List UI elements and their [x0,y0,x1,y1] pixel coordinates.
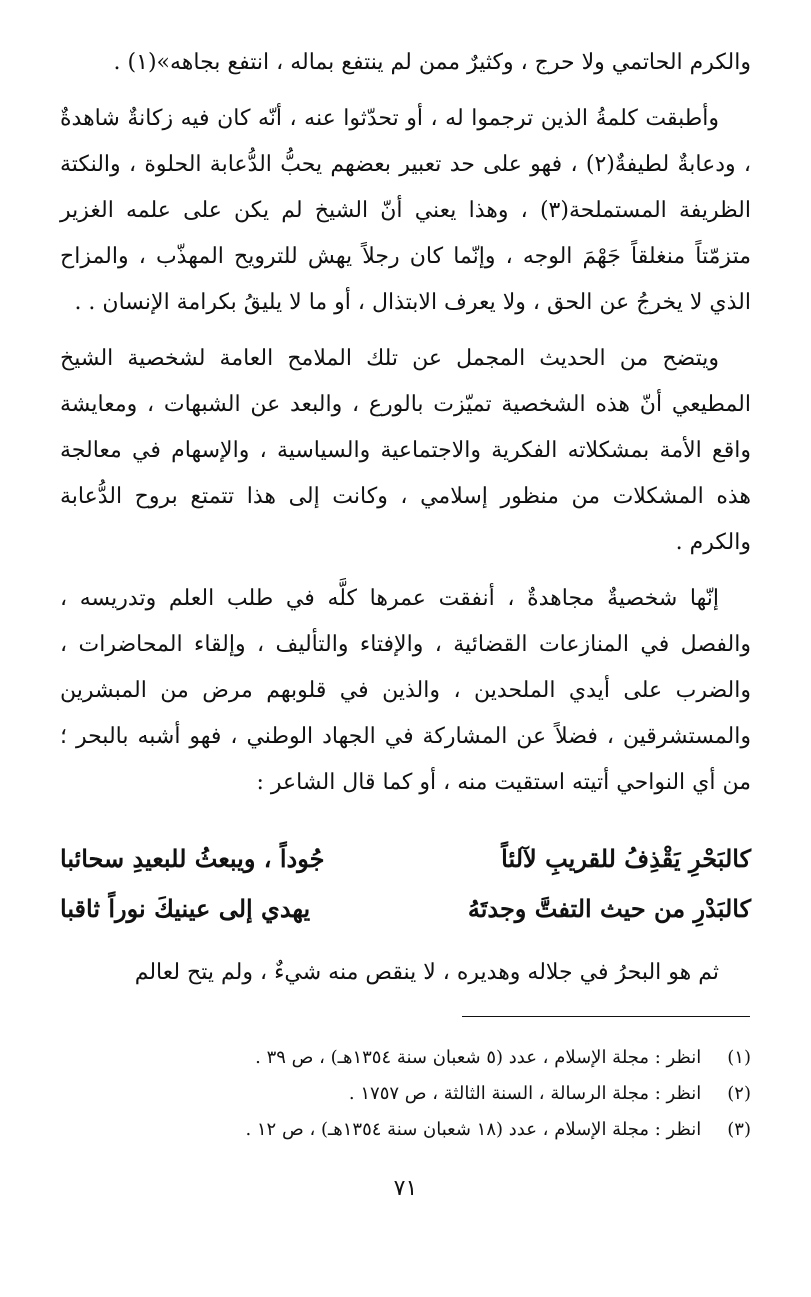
paragraph-2: وأطبقت كلمةُ الذين ترجموا له ، أو تحدّثوا عنه ، أنّه كان فيه زكانةٌ شاهدةٌ ، ودعابةٌ لطيفةٌ(٢) ، فهو على حد تعبير بعضهم يحبُّ الدُّعابة الحلوة ، والنكتة الظريفة المستملحة(٣) ، وهذا يعني أنّ الشيخ لم يكن على علمه الغزير متزمّتاً منغلقاً جَهْمَ الوجه ، وإنّما كان رجلاً يهش للترويح المهذّب ، والمزاح الذي لا يخرجُ عن الحق ، ولا يعرف الابتذال ، أو ما لا يليقُ بكرامة الإنسان . . [60,106,752,315]
verse-2-first-hemistich: كالبَدْرِ من حيث التفتَّ وجدتَهُ [467,894,751,923]
page-number: ٧١ [393,1176,418,1201]
footnote-text: انظر : مجلة الإسلام ، عدد (٥ شعبان سنة ١٣٥٤هـ) ، ص ٣٩ . [255,1047,702,1068]
closing-text [60,950,751,1006]
paragraph-3: ويتضح من الحديث المجمل عن تلك الملامح العامة لشخصية الشيخ المطيعي أنّ هذه الشخصية تميّزت بالورع ، والبعد عن الشبهات ، ومعايشة واقع الأمة بمشكلاته الفكرية والاجتماعية والسياسية ، والإسهام في معالجة هذه المشكلات من منظور إسلامي ، وكانت إلى هذا تتمتع بروح الدُّعابة والكرم . [60,346,751,555]
paragraph-4: إنّها شخصيةٌ مجاهدةٌ ، أنفقت عمرها كلَّه في طلب العلم وتدريسه ، والفصل في المنازعات القضائية ، والإفتاء والتأليف ، وإلقاء المحاضرات ، والضرب على أيدي الملحدين ، والذين في قلوبهم مرض من المبشرين والمستشرقين ، فضلاً عن المشاركة في الجهاد الوطني ، فهو أشبه بالبحر ؛ من أي النواحي أتيته استقيت منه ، أو كما قال الشاعر : [60,586,751,795]
poem-verse-2 [60,894,751,938]
footnote-text: انظر : مجلة الرسالة ، السنة الثالثة ، ص ١٧٥٧ . [348,1083,702,1104]
verse-1-first-hemistich: كالبَحْرِ يَقْذِفُ للقريبِ لآلئاً [501,844,751,873]
closing-line: ثم هو البحرُ في جلاله وهديره ، لا ينقص منه شيءٌ ، ولم يتح لعالم [134,960,719,985]
verse-1-second-hemistich: جُوداً ، ويبعثُ للبعيدِ سحائبا [60,844,325,873]
verse-2-second-hemistich: يهدي إلى عينيكَ نوراً ثاقبا [60,894,311,923]
footnote-1 [60,1040,751,1076]
footnote-number: (٢) [727,1083,751,1104]
poem-verse-1 [60,844,751,888]
footnote-separator [462,1016,750,1017]
footnote-number: (٣) [727,1119,751,1140]
footnote-text: انظر : مجلة الإسلام ، عدد (١٨ شعبان سنة ١٣٥٤هـ) ، ص ١٢ . [245,1119,702,1140]
footnotes [60,1040,751,1148]
footnote-2 [60,1076,751,1112]
paragraph-1: والكرم الحاتمي ولا حرج ، وكثيرٌ ممن لم ينتفع بماله ، انتفع بجاهه»(١) . [113,50,751,75]
body-text [60,40,751,816]
footnote-number: (١) [727,1047,751,1068]
footnote-3 [60,1112,751,1148]
